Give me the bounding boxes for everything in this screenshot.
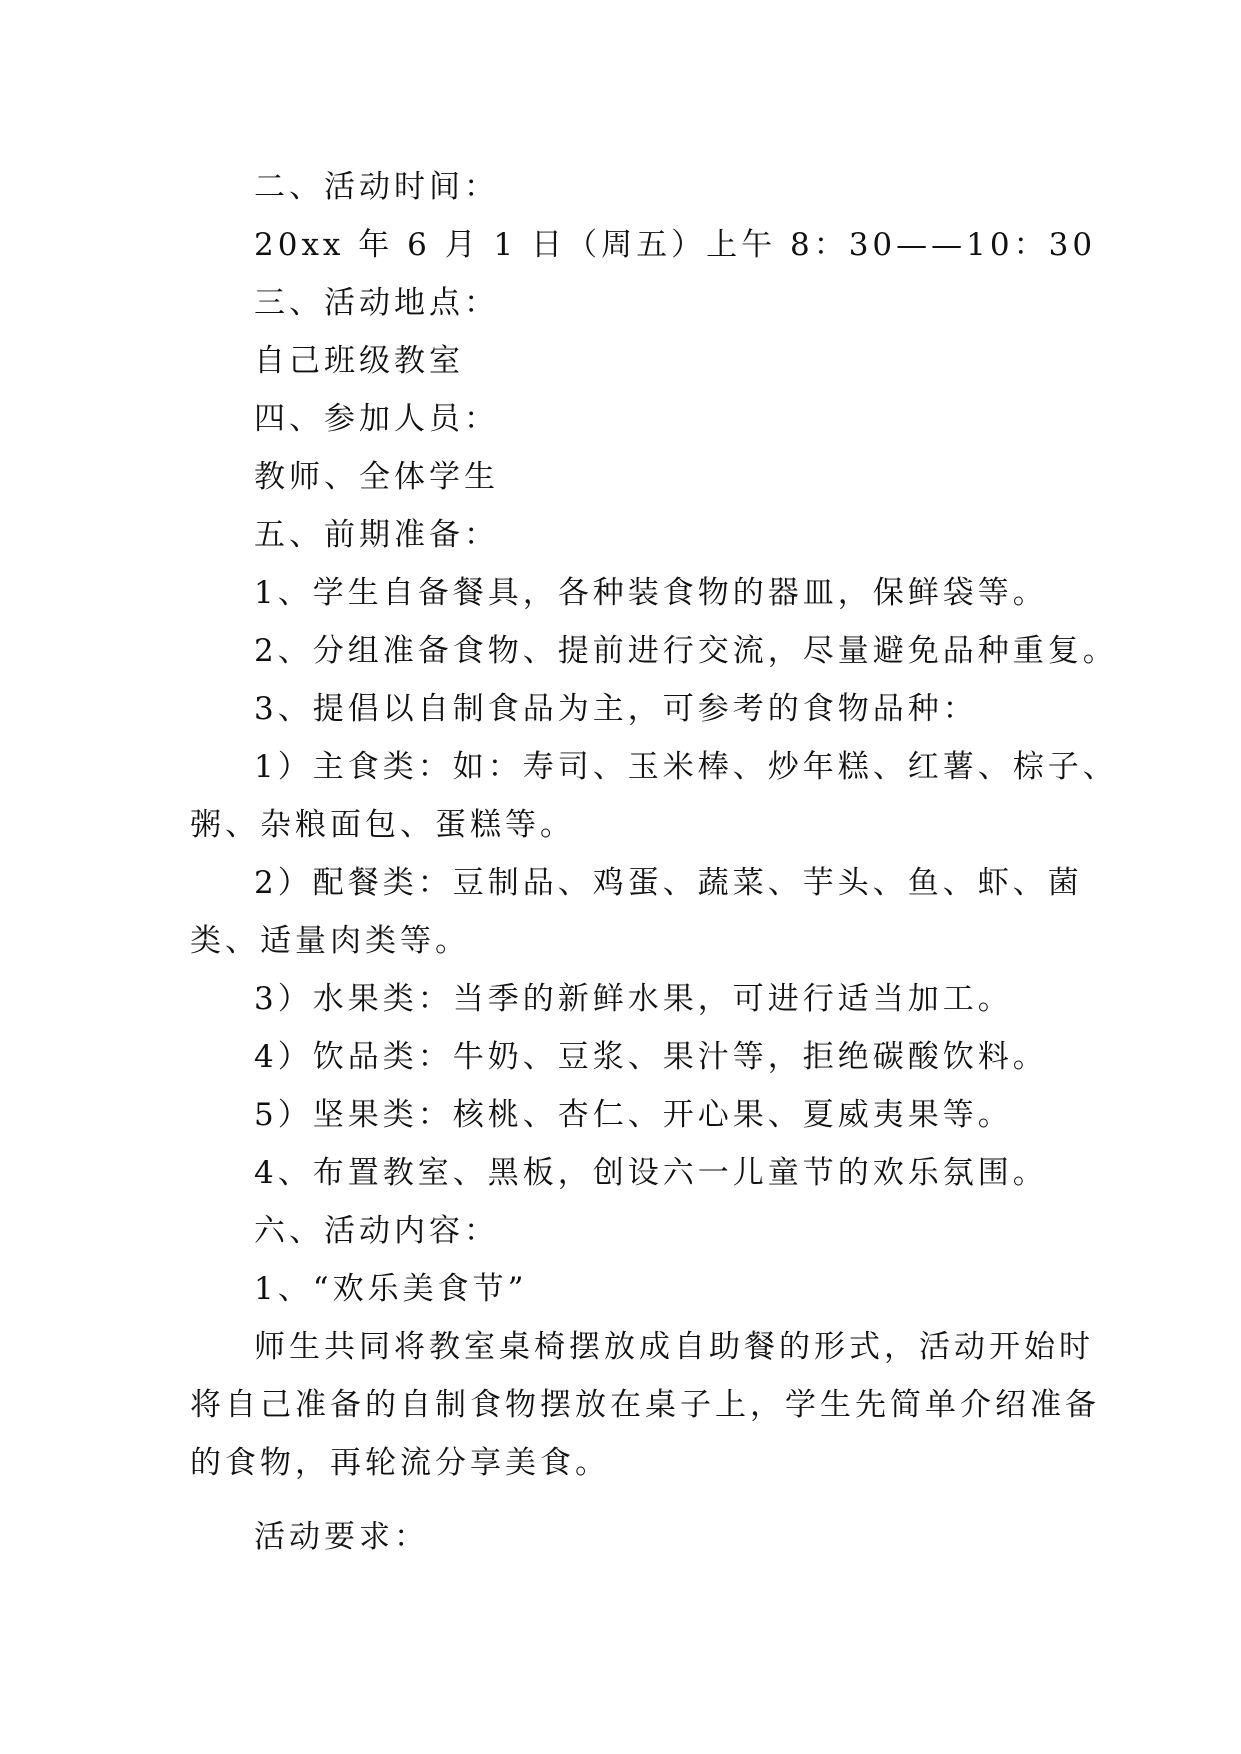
section-heading-activity-content: 六、活动内容： [254, 1213, 499, 1249]
food-category-side-continued: 类、适量肉类等。 [190, 923, 470, 959]
section-heading-preparation: 五、前期准备： [254, 517, 499, 553]
food-category-nut: 5）坚果类：核桃、杏仁、开心果、夏威夷果等。 [254, 1097, 1013, 1133]
preparation-item-1: 1、学生自备餐具，各种装食物的器皿，保鲜袋等。 [254, 575, 1048, 611]
food-category-staple: 1）主食类：如：寿司、玉米棒、炒年糕、红薯、棕子、 [254, 749, 1118, 785]
activity-content-item-1: 1、“欢乐美食节” [254, 1271, 528, 1307]
activity-description-line-1: 师生共同将教室桌椅摆放成自助餐的形式，活动开始时 [254, 1329, 1094, 1365]
food-category-side: 2）配餐类：豆制品、鸡蛋、蔬菜、芋头、鱼、虾、菌 [254, 865, 1083, 901]
activity-description-line-3: 的食物，再轮流分享美食。 [190, 1445, 610, 1481]
food-category-drink: 4）饮品类：牛奶、豆浆、果汁等，拒绝碳酸饮料。 [254, 1039, 1048, 1075]
section-heading-activity-location: 三、活动地点： [254, 285, 499, 321]
participants-value: 教师、全体学生 [254, 459, 499, 495]
preparation-item-2: 2、分组准备食物、提前进行交流，尽量避免品种重复。 [254, 633, 1118, 669]
food-category-staple-continued: 粥、杂粮面包、蛋糕等。 [190, 807, 575, 843]
activity-description-line-2: 将自己准备的自制食物摆放在桌子上，学生先简单介绍准备 [190, 1387, 1100, 1423]
activity-location-value: 自己班级教室 [254, 343, 464, 379]
preparation-item-4: 4、布置教室、黑板，创设六一儿童节的欢乐氛围。 [254, 1155, 1048, 1191]
activity-time-value: 20xx 年 6 月 1 日（周五）上午 8：30——10：30 [254, 227, 1097, 263]
section-heading-participants: 四、参加人员： [254, 401, 499, 437]
activity-requirements-heading: 活动要求： [254, 1519, 429, 1555]
food-category-fruit: 3）水果类：当季的新鲜水果，可进行适当加工。 [254, 981, 1013, 1017]
section-heading-activity-time: 二、活动时间： [254, 169, 499, 205]
document-body [190, 158, 1118, 1564]
preparation-item-3: 3、提倡以自制食品为主，可参考的食物品种： [254, 691, 978, 727]
